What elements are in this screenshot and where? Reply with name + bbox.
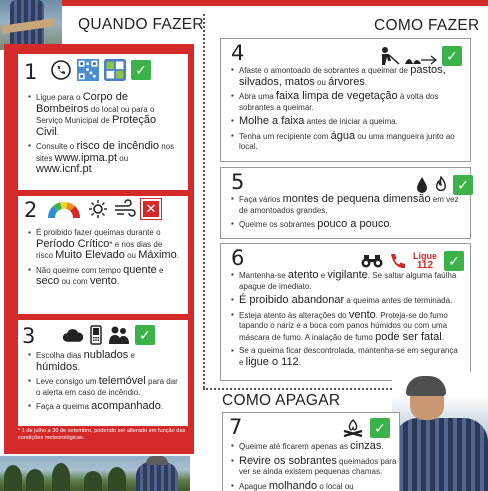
step-2-list [28,228,180,291]
list-item: ▪ Ligue para o Corpo de Bombeiros do local ou para o Serviço Municipal de Proteção Civil. [28,92,180,138]
step-number: 4 [231,41,245,65]
risk-gauge-icon [46,198,82,220]
wind-icon [114,198,136,220]
card-step-5 [220,167,471,239]
people-icon [108,324,130,346]
list-item: ▪ Leve consigo um telemóvel para dar o alerta em caso de incêndio. [28,376,180,398]
list-item: ▪ Abra uma faixa limpa de vegetação à volta dos sobrantes a queimar. [231,91,463,113]
list-item: ▪ Faça vários montes de pequena dimensão em vez de amontoados grandes. [231,194,463,216]
step-icons [62,324,155,346]
top-red-strip [62,0,488,6]
list-item: ▪ Queime até ficarem apenas as cinzas. [231,441,397,453]
card-step-4 [220,38,471,162]
app-icon [104,59,126,81]
step-5-list [231,194,463,234]
step-icons [50,59,151,81]
section-title-como-apagar: COMO APAGAR [222,392,341,409]
check-icon: ✓ [131,60,151,80]
step-icons [341,417,390,439]
check-icon: ✓ [453,175,473,195]
campfire-icon [341,417,365,439]
call-112: Ligue 112 [413,251,437,271]
card-step-6 [220,243,471,381]
phone-icon [50,59,72,81]
list-item: ▪ Mantenha-se atento e vigilante. Se saltar alguma faúlha apague de imediato. [231,270,463,292]
list-item: ▪ Molhe a faixa antes de iniciar a queima. [231,116,463,128]
list-item: ▪ É proibido fazer queimas durante o Período Crítico* e nos dias de risco Muito Elevado ou Máximo. [28,228,180,262]
list-item: ▪ Escolha dias nublados e húmidos. [28,350,180,373]
list-item: ▪ Apague molhando o local ou [231,481,397,491]
card-step-1 [18,54,188,190]
section-title-quando-fazer: QUANDO FAZER [78,16,204,33]
list-item: ▪ Afaste o amontoado de sobrantes a queimar de pastos, silvados, matos ou árvores. [231,65,463,88]
card-step-7 [222,412,400,491]
qr-code-icon [77,59,99,81]
step-number: 5 [231,170,245,194]
list-item: ▪ Revire os sobrantes queimados para ver se ainda existem pequenas chamas. [231,456,397,478]
footnote: * 1 de julho a 30 de setembro, podendo ser alterado em função das condições meteorológicas. [18,428,186,441]
column-divider [203,14,205,388]
card-step-3 [18,320,188,426]
bottom-left-photo [0,456,190,491]
card-step-2 [18,196,188,314]
step-3-list [28,350,180,416]
check-icon: ✓ [370,418,390,438]
step-number: 1 [24,60,38,84]
sun-icon [87,198,109,220]
step-number: 2 [24,198,38,222]
top-left-photo [0,0,62,50]
list-item: ▪ Esteja atento às alterações do vento. Proteja-se do fumo tapando o nariz e a boca com panos húmidos ou com uma máscara de fumo. A inalação de fumo pode ser fatal. [231,310,463,344]
bottom-right-photo [392,372,488,491]
step-4-list [231,65,463,156]
step-number: 6 [231,246,245,270]
list-item: ▪ Consulte o risco de incêndio nos sites www.ipma.pt ou www.icnf.pt [28,141,180,176]
check-icon: ✓ [135,325,155,345]
check-icon: ✓ [442,46,462,66]
step-icons [46,198,161,220]
mobile-phone-icon [89,324,103,346]
check-icon: ✓ [444,251,464,271]
list-item: ▪ É proibido abandonar a queima antes de terminada. [231,295,463,307]
section-title-como-fazer: COMO FAZER [374,17,480,34]
step-number: 3 [22,324,36,348]
x-icon: ✕ [141,199,161,219]
list-item: ▪ Não queime com tempo quente e seco ou com vento. [28,265,180,288]
list-item: ▪ Se a queima ficar descontrolada, mantenha-se em segurança e ligue o 112. [231,346,463,368]
step-number: 7 [229,415,243,439]
list-item: ▪ Tenha um recipiente com água ou uma mangueira junto ao local. [231,131,463,153]
list-item: ▪ Faça a queima acompanhado. [28,401,180,413]
step-7-list [231,441,397,491]
flame-icon [434,174,448,196]
list-item: ▪ Queime os sobrantes pouco a pouco. [231,219,463,231]
phone-call-icon [388,250,408,272]
cloud-icon [62,324,84,346]
step-6-list [231,270,463,371]
step-1-list [28,92,180,179]
step-icons [361,250,464,272]
